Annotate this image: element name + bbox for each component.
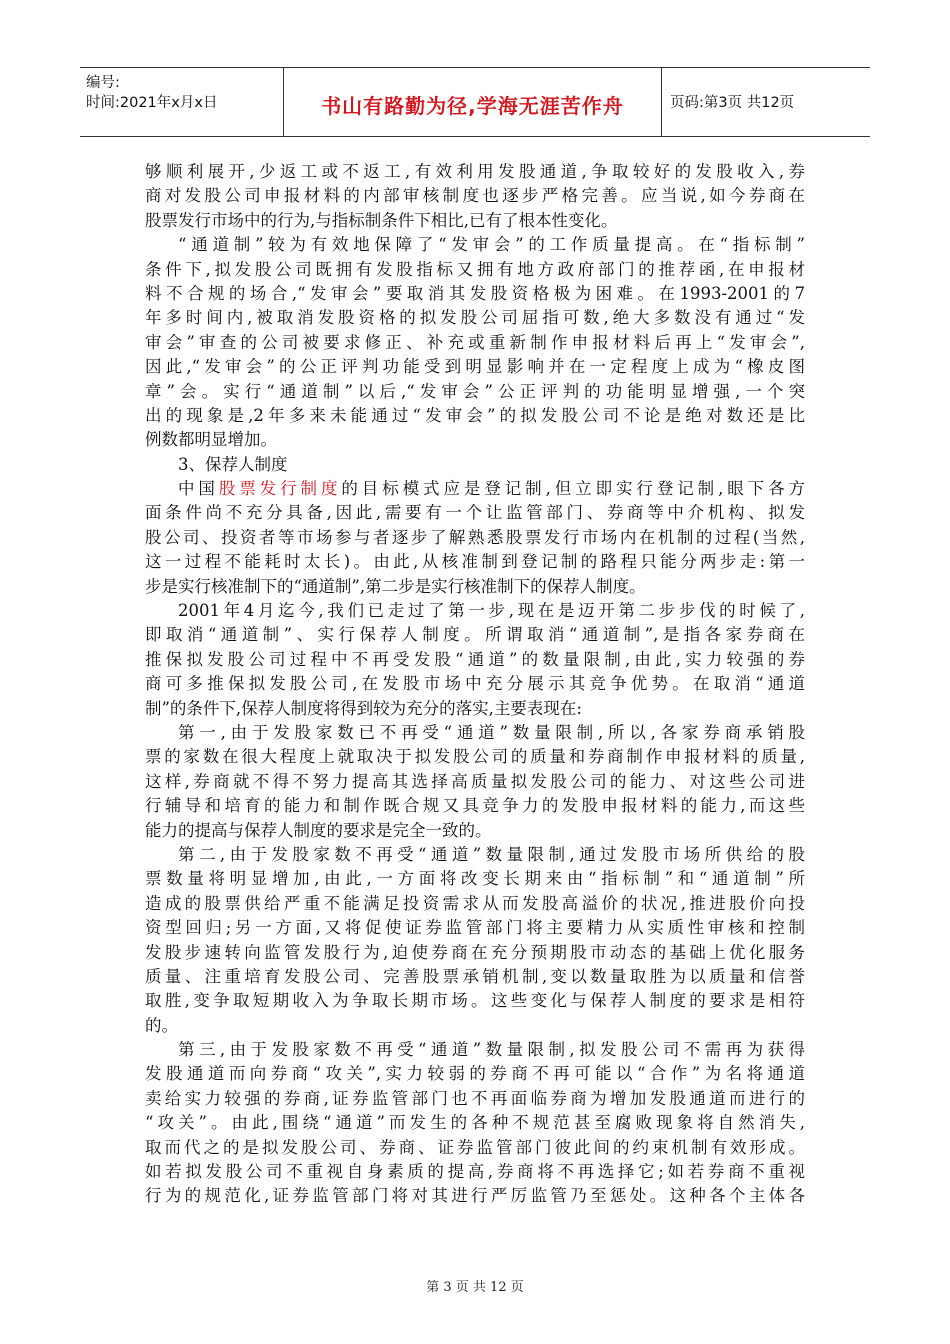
text-line: 即取消“通道制”、实行保荐人制度。所谓取消“通道制”,是指各家券商在	[145, 625, 805, 645]
text-line: 这样,券商就不得不努力提高其选择高质量拟发股公司的能力、对这些公司进	[145, 771, 805, 791]
text-line: “通道制”较为有效地保障了“发审会”的工作质量提高。在“指标制”	[178, 235, 805, 255]
text-line: 审会”审查的公司被要求修正、补充或重新制作申报材料后再上“发审会”,	[145, 332, 805, 352]
text-line: 资型回归;另一方面,又将促使证券监管部门将主要精力从实质性审核和控制	[145, 918, 805, 938]
document-number-label: 编号:	[86, 75, 120, 91]
header-motto-cell	[284, 68, 662, 136]
text-line: 卖给实力较强的券商,证券监管部门也不再面临券商为增加发股通道而进行的	[145, 1088, 805, 1108]
text-line: 票数量将明显增加,由此,一方面将改变长期来由“指标制”和“通道制”所	[145, 869, 805, 889]
text-line: 质量、注重培育发股公司、完善股票承销机制,变以数量取胜为以质量和信誉	[145, 966, 805, 986]
text-line: 年多时间内,被取消发股资格的拟发股公司屈指可数,绝大多数没有通过“发	[145, 308, 805, 328]
text-line: 行辅导和培育的能力和制作既合规又具竞争力的发股申报材料的能力,而这些	[145, 796, 805, 816]
document-date-label: 时间:2021年x月x日	[86, 95, 218, 111]
header-page-number: 页码:第3页 共12页	[670, 95, 795, 111]
text-line: 推保拟发股公司过程中不再受发股“通道”的数量限制,由此,实力较强的券	[145, 649, 805, 669]
text-line: 如若拟发股公司不重视自身素质的提高,券商将不再选择它;如若券商不重视	[145, 1162, 805, 1182]
text-line: 行为的规范化,证券监管部门将对其进行严厉监管乃至惩处。这种各个主体各	[145, 1186, 805, 1206]
page-footer: 第 3 页 共 12 页	[426, 1280, 524, 1295]
text-line: 商对发股公司申报材料的内部审核制度也逐步严格完善。应当说,如今券商在	[145, 186, 805, 206]
text-line: 面条件尚不充分具备,因此,需要有一个让监管部门、券商等中介机构、拟发	[145, 503, 805, 523]
text-line: “攻关”。由此,围绕“通道”而发生的各种不规范甚至腐败现象将自然消失,	[145, 1113, 805, 1133]
text-line: 股公司、投资者等市场参与者逐步了解熟悉股票发行市场内在机制的过程(当然,	[145, 527, 805, 547]
text-line: 发股通道而向券商“攻关”,实力较弱的券商不再可能以“合作”为名将通道	[145, 1064, 805, 1084]
text-line	[145, 477, 805, 501]
header-motto: 书山有路勤为径,学海无涯苦作舟	[321, 94, 624, 118]
text-line: 2001年4月迄今,我们已走过了第一步,现在是迈开第二步步伐的时候了,	[178, 601, 805, 621]
text-line: 料不合规的场合,“发审会”要取消其发股资格极为困难。在1993-2001的7	[145, 283, 805, 303]
header-meta-cell	[80, 68, 284, 136]
text-line: 条件下,拟发股公司既拥有发股指标又拥有地方政府部门的推荐函,在申报材	[145, 259, 805, 279]
text-line: 因此,“发审会”的公正评判功能受到明显影响并在一定程度上成为“橡皮图	[145, 357, 805, 377]
document-body	[145, 160, 805, 1209]
text-line: 发股步速转向监管发股行为,迫使券商在充分预期股市动态的基础上优化服务	[145, 942, 805, 962]
stock-issuance-link[interactable]: 股票发行制度	[218, 479, 342, 499]
text-line: 取而代之的是拟发股公司、券商、证券监管部门彼此间的约束机制有效形成。	[145, 1137, 805, 1157]
text-line: 制”的条件下,保荐人制度将得到较为充分的落实,主要表现在:	[145, 698, 582, 718]
section-heading: 3、保荐人制度	[178, 454, 288, 474]
text-line: 第三,由于发股家数不再受“通道”数量限制,拟发股公司不需再为获得	[178, 1040, 805, 1060]
text-line: 步是实行核准制下的“通道制”,第二步是实行核准制下的保荐人制度。	[145, 576, 646, 596]
text-line: 股票发行市场中的行为,与指标制条件下相比,已有了根本性变化。	[145, 210, 618, 230]
text-line: 够顺利展开,少返工或不返工,有效利用发股通道,争取较好的发股收入,券	[145, 162, 805, 181]
text-line: 商可多推保拟发股公司,在发股市场中充分展示其竞争优势。在取消“通道	[145, 674, 805, 694]
text-line: 章”会。实行“通道制”以后,“发审会”公正评判的功能明显增强,一个突	[145, 381, 805, 401]
text-segment: 中国	[178, 479, 219, 499]
text-line: 的。	[145, 1015, 178, 1035]
page-header	[80, 67, 870, 137]
header-page-cell	[662, 68, 870, 136]
text-line: 这一过程不能耗时太长)。由此,从核准制到登记制的路程只能分两步走:第一	[145, 552, 805, 572]
text-segment: 的目标模式应是登记制,但立即实行登记制,眼下各方	[341, 479, 806, 499]
text-line: 取胜,变争取短期收入为争取长期市场。这些变化与保荐人制度的要求是相符	[145, 991, 805, 1011]
text-line: 例数都明显增加。	[145, 430, 277, 450]
text-line: 能力的提高与保荐人制度的要求是完全一致的。	[145, 820, 492, 840]
text-line: 第一,由于发股家数已不再受“通道”数量限制,所以,各家券商承销股	[178, 722, 805, 742]
text-line: 票的家数在很大程度上就取决于拟发股公司的质量和券商制作申报材料的质量,	[145, 747, 805, 767]
text-line: 出的现象是,2年多来未能通过“发审会”的拟发股公司不论是绝对数还是比	[145, 405, 805, 425]
text-line: 造成的股票供给严重不能满足投资需求从而发股高溢价的状况,推进股价向投	[145, 893, 805, 913]
text-line: 第二,由于发股家数不再受“通道”数量限制,通过发股市场所供给的股	[178, 844, 805, 864]
